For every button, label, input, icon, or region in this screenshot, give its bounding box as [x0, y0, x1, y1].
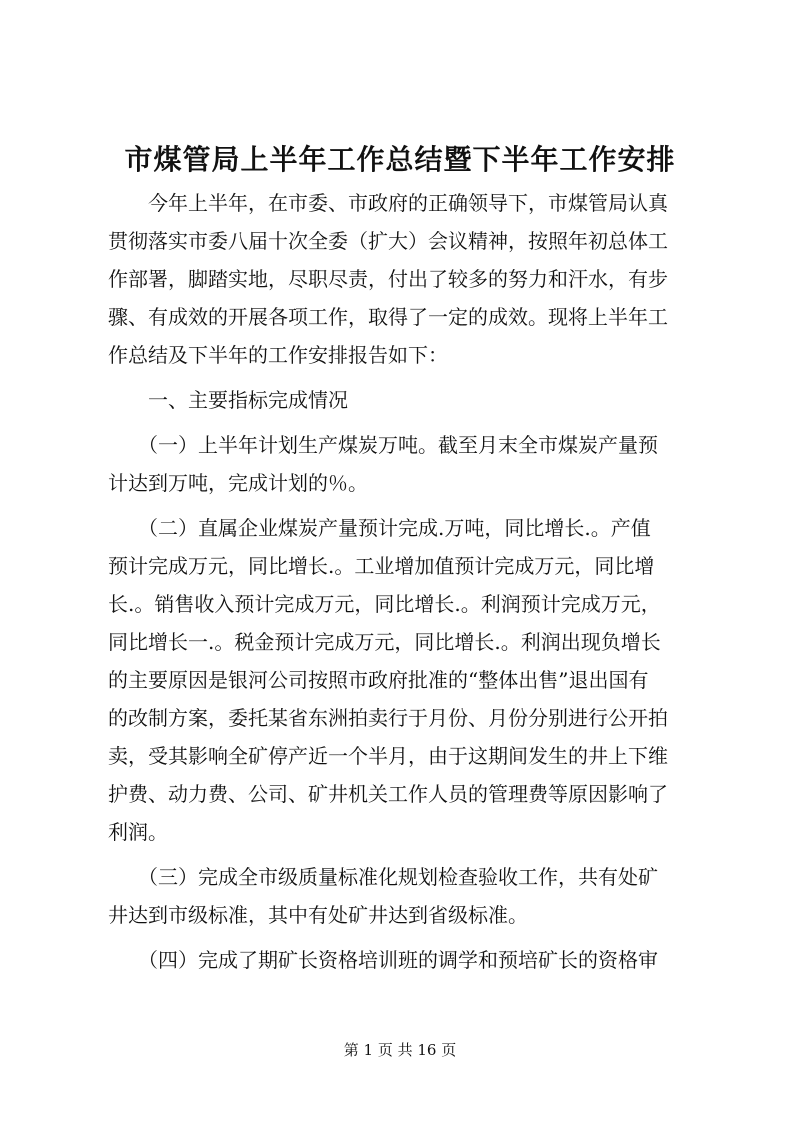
paragraph-line: 贯彻落实市委八届十次全委（扩大）会议精神，按照年初总体工 [108, 229, 668, 253]
paragraph-line: 护费、动力费、公司、矿井机关工作人员的管理费等原因影响了 [108, 782, 668, 806]
paragraph-line: （二）直属企业煤炭产量预计完成.万吨，同比增长.。产值 [108, 516, 651, 540]
paragraph-line: 计达到万吨，完成计划的％。 [108, 471, 368, 495]
paragraph-line: 的改制方案，委托某省东洲拍卖行于月份、月份分别进行公开拍 [108, 706, 668, 730]
paragraph-line: 长.。销售收入预计完成万元，同比增长.。利润预计完成万元， [108, 592, 661, 616]
paragraph-line: 预计完成万元，同比增长.。工业增加值预计完成万元，同比增 [108, 554, 655, 578]
section-heading: 一、主要指标完成情况 [108, 388, 348, 412]
paragraph-line: 作部署，脚踏实地，尽职尽责，付出了较多的努力和汗水，有步 [108, 267, 668, 291]
paragraph-line: 井达到市级标准，其中有处矿井达到省级标准。 [108, 903, 528, 927]
paragraph-line: （一）上半年计划生产煤炭万吨。截至月末全市煤炭产量预 [108, 433, 658, 457]
paragraph-line: （四）完成了期矿长资格培训班的调学和预培矿长的资格审 [108, 948, 658, 972]
document-title: 市煤管局上半年工作总结暨下半年工作安排 [124, 143, 676, 176]
paragraph-line: 的主要原因是银河公司按照市政府批准的“整体出售”退出国有 [108, 668, 649, 692]
paragraph-line: （三）完成全市级质量标准化规划检查验收工作，共有处矿 [108, 865, 658, 889]
paragraph-line: 同比增长一.。税金预计完成万元，同比增长.。利润出现负增长 [108, 630, 661, 654]
paragraph-line: 卖，受其影响全矿停产近一个半月，由于这期间发生的井上下维 [108, 744, 668, 768]
paragraph-line: 作总结及下半年的工作安排报告如下： [108, 343, 448, 367]
page-footer: 第 1 页 共 16 页 [343, 1041, 457, 1059]
document-body [108, 184, 708, 979]
paragraph-line: 骤、有成效的开展各项工作，取得了一定的成效。现将上半年工 [108, 305, 668, 329]
paragraph-line: 今年上半年，在市委、市政府的正确领导下，市煤管局认真 [108, 191, 668, 215]
paragraph-line: 利润。 [108, 820, 168, 844]
